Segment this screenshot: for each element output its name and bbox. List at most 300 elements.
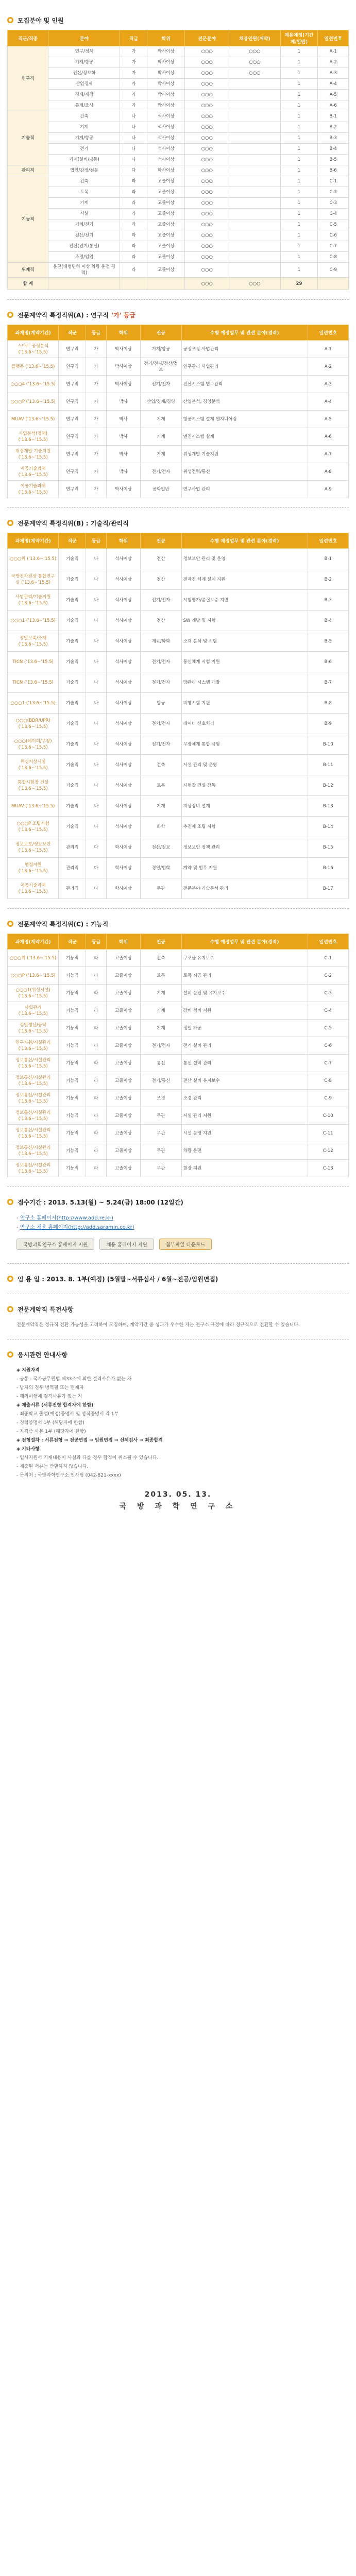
table-cell: 박사이상	[147, 79, 185, 90]
table-cell: ○○○	[185, 155, 229, 165]
table-cell: ○○○	[185, 111, 229, 122]
table-cell: 기계	[141, 985, 181, 1002]
table-cell: 학사이상	[106, 878, 140, 899]
table-cell: 무관	[141, 878, 181, 899]
table-cell: 가	[120, 79, 147, 90]
table-cell: ○○○1(위성시설) (’13.6~’15.5)	[8, 985, 59, 1002]
table-cell: 나	[86, 611, 107, 631]
table-cell: ○○○P 조립시험 (’13.6~’15.5)	[8, 817, 59, 837]
table-cell: 통신	[141, 1055, 181, 1072]
table-cell: 고졸이상	[147, 209, 185, 219]
table-cell: 나	[86, 734, 107, 755]
table-cell: 기능직	[59, 1020, 86, 1037]
table-row	[8, 176, 349, 187]
column-header: 수행 예정업무 및 관련 분야(경력)	[181, 325, 308, 341]
table-cell: 전산/정보	[141, 837, 181, 858]
table-cell: 기능직	[59, 967, 86, 985]
table-cell: ○○○	[185, 68, 229, 79]
table-row	[8, 155, 349, 165]
table-cell: ○○○위 (’13.6~’15.5)	[8, 549, 59, 569]
table-cell: C-2	[318, 187, 349, 198]
table-cell: 기능직	[59, 1037, 86, 1055]
table-cell: 석사이상	[147, 155, 185, 165]
table-cell: 기계	[141, 1002, 181, 1020]
table-cell: 박사	[106, 393, 140, 411]
table-cell: 석사이상	[106, 817, 140, 837]
table-cell: 라	[86, 1002, 107, 1020]
table-cell: 전산	[141, 549, 181, 569]
table-cell: ○○○	[185, 187, 229, 198]
table-cell: ○○○	[185, 90, 229, 100]
table-cell: 나	[86, 693, 107, 714]
table-row	[8, 1037, 349, 1055]
table-cell: ○○○	[185, 122, 229, 133]
table-cell: 위성전력/통신	[181, 463, 308, 481]
table-cell: 나	[120, 144, 147, 155]
table-cell	[48, 278, 120, 290]
organization-name: 국 방 과 학 연 구 소	[119, 1502, 237, 1511]
table-cell: 시설	[48, 209, 120, 219]
table-cell: 라	[120, 241, 147, 252]
table-cell: 합 계	[8, 278, 48, 290]
note-line: - 해외여행에 결격사유가 없는 자	[16, 1394, 82, 1399]
table-cell: B-2	[318, 122, 349, 133]
table-cell: 현장 지원	[181, 1160, 308, 1177]
table-row	[8, 219, 349, 230]
table-cell: 1	[280, 263, 318, 278]
table-cell: 나	[120, 133, 147, 144]
table-cell: 고졸이상	[106, 1055, 140, 1072]
table-cell: 토목	[141, 775, 181, 796]
table-header-row	[8, 30, 349, 46]
table-cell: B-1	[318, 111, 349, 122]
table-row	[8, 967, 349, 985]
table-cell: 기계/항공	[141, 341, 181, 358]
table-cell: 경영/법학	[141, 858, 181, 878]
table-cell	[318, 278, 349, 290]
table-cell: 박사이상	[106, 481, 140, 498]
table-cell: 기계	[141, 428, 181, 446]
table-cell: 기술직	[59, 611, 86, 631]
table-row	[8, 144, 349, 155]
table-cell: 석사이상	[106, 590, 140, 611]
table-cell: 스마트 공정분석 (’13.6~’15.5)	[8, 341, 59, 358]
table-row	[8, 463, 349, 481]
table-cell: 연구직	[8, 46, 48, 111]
table-cell: 관리직	[8, 165, 48, 176]
table-cell: 고졸이상	[147, 219, 185, 230]
table-cell: 학사이상	[106, 858, 140, 878]
table-cell: 기능직	[59, 1002, 86, 1020]
table-cell: 통신 설비 관리	[181, 1055, 308, 1072]
table-cell	[229, 241, 280, 252]
section-special-a: 전문계약직 특정직위(A) : 연구직 '가' 등급	[7, 309, 349, 320]
table-cell	[229, 176, 280, 187]
table-cell: 기술직	[59, 672, 86, 693]
table-cell: B-9	[308, 714, 348, 734]
table-cell: 박사이상	[106, 358, 140, 376]
table-row	[8, 446, 349, 463]
table-cell: 고졸이상	[106, 1072, 140, 1090]
column-header: 학위	[106, 325, 140, 341]
table-cell: ○○○	[229, 278, 280, 290]
table-row	[8, 165, 349, 176]
table-cell: 박사	[106, 463, 140, 481]
table-cell: B-17	[308, 878, 348, 899]
table-cell: 통신체계 시험 지원	[181, 652, 308, 672]
table-cell: 박사	[106, 411, 140, 428]
table-cell	[229, 230, 280, 241]
table-cell: 이공기술과제 (’13.6~’15.5)	[8, 481, 59, 498]
table-cell	[229, 144, 280, 155]
table-cell: 조경	[141, 1090, 181, 1107]
column-header: 전공	[141, 325, 181, 341]
table-cell: 고졸이상	[106, 1020, 140, 1037]
table-cell: C-6	[318, 230, 349, 241]
table-cell: ○○○	[185, 46, 229, 57]
table-cell: 공정조정 사업관리	[181, 341, 308, 358]
table-cell: 공학일반	[141, 481, 181, 498]
table-cell: 전기/전자	[141, 590, 181, 611]
table-cell: 가	[86, 446, 107, 463]
table-cell: C-3	[308, 985, 348, 1002]
table-cell: 가	[86, 463, 107, 481]
table-cell: 고졸이상	[147, 230, 185, 241]
table-cell: 사업관리/기술지원 (’13.6~’15.5)	[8, 590, 59, 611]
table-cell: 라	[86, 1090, 107, 1107]
table-cell: 고졸이상	[147, 241, 185, 252]
table-row	[8, 878, 349, 899]
total-row	[8, 278, 349, 290]
table-cell: A-7	[308, 446, 348, 463]
table-cell: 기능직	[59, 1142, 86, 1160]
column-header: 수행 예정업무 및 관련 분야(경력)	[181, 533, 308, 549]
table-cell: 석사이상	[106, 672, 140, 693]
table-row	[8, 263, 349, 278]
table-cell: 석사이상	[106, 611, 140, 631]
table-cell: 엔진시스템 설계	[181, 428, 308, 446]
table-cell: 고졸이상	[147, 176, 185, 187]
table-cell: 추진제 조립 시험	[181, 817, 308, 837]
column-header: 학위	[106, 533, 140, 549]
table-cell: 위성개발 기술지원	[181, 446, 308, 463]
table-cell: 고졸이상	[106, 1002, 140, 1020]
column-header: 직급	[120, 30, 147, 46]
table-row	[8, 209, 349, 219]
table-header-row	[8, 325, 349, 341]
table-cell: 시험장 건설 감독	[181, 775, 308, 796]
table-cell: 기계	[141, 1020, 181, 1037]
column-header: 일련번호	[318, 30, 349, 46]
table-cell: C-2	[308, 967, 348, 985]
table-cell: 1	[280, 219, 318, 230]
table-cell: 전기/전자	[141, 1037, 181, 1055]
table-row	[8, 46, 349, 57]
table-cell: C-9	[308, 1090, 348, 1107]
homepage-link[interactable]: 연구소 홈페이지(http://www.add.re.kr)	[20, 1215, 113, 1221]
table-cell: 고졸이상	[147, 198, 185, 209]
column-header: 일련번호	[308, 533, 348, 549]
table-cell: 라	[120, 176, 147, 187]
table-cell: 라	[120, 263, 147, 278]
table-cell: 라	[86, 1107, 107, 1125]
table-cell: A-1	[318, 46, 349, 57]
table-cell: ○○○	[185, 209, 229, 219]
table-row	[8, 1020, 349, 1037]
column-header: 전공	[141, 533, 181, 549]
column-header: 과제명(계약기간)	[8, 934, 59, 950]
table-cell: A-5	[318, 90, 349, 100]
table-cell: SW 개발 및 시험	[181, 611, 308, 631]
table-cell: B-11	[308, 755, 348, 775]
table-cell: 연구관리 사업관리	[181, 358, 308, 376]
table-cell: 토목	[141, 967, 181, 985]
table-cell: 기술직	[59, 796, 86, 817]
table-cell: 연구직	[59, 428, 86, 446]
table-cell: 학사이상	[147, 165, 185, 176]
table-row	[8, 1090, 349, 1107]
table-cell: ○○○1 (’13.6~’15.5)	[8, 611, 59, 631]
table-cell: C-4	[318, 209, 349, 219]
table-cell: 전기/전자	[141, 734, 181, 755]
table-cell: 기계/항공	[48, 57, 120, 68]
table-cell: 고졸이상	[106, 1160, 140, 1177]
table-cell: 시험평가/품질보증 지원	[181, 590, 308, 611]
table-cell: C-10	[308, 1107, 348, 1125]
table-cell: 조경 관리	[181, 1090, 308, 1107]
table-cell: 고졸이상	[147, 187, 185, 198]
table-cell: 연구직	[59, 358, 86, 376]
recruit-fields-table	[7, 30, 349, 290]
section-special-b: 전문계약직 특정직위(B) : 기술직/관리직	[7, 517, 349, 529]
table-cell: 산업분석, 경영분석	[181, 393, 308, 411]
note-line: ◈ 지원자격	[16, 1368, 40, 1373]
recruit-homepage-apply-button[interactable]: 채용 홈페이지 지원	[99, 1239, 154, 1250]
table-cell: 위성개발 기술지원 (’13.6~’15.5)	[8, 446, 59, 463]
table-cell: 화학	[141, 817, 181, 837]
column-header: 채용예정(기간제/일반)	[280, 30, 318, 46]
table-cell: 석사이상	[106, 693, 140, 714]
column-header: 직군	[59, 533, 86, 549]
table-cell: 재료/화학	[141, 631, 181, 652]
table-cell: 정보통신/시설관리 (’13.6~’15.5)	[8, 1142, 59, 1160]
table-cell: 석사이상	[106, 714, 140, 734]
note-line: - 제출된 서류는 반환하지 않습니다.	[16, 1464, 89, 1469]
table-cell: 기계/전기	[48, 219, 120, 230]
divider	[7, 299, 349, 300]
column-header: 등급	[86, 934, 107, 950]
table-cell: 라	[86, 1160, 107, 1177]
table-cell: C-13	[308, 1160, 348, 1177]
table-cell: 기계	[141, 411, 181, 428]
table-row	[8, 230, 349, 241]
table-cell: 전산/전기	[48, 230, 120, 241]
table-row	[8, 950, 349, 967]
column-header: 등급	[86, 325, 107, 341]
section-apply-period: 접수기간 : 2013. 5.13(월) ~ 5.24(금) 18:00 (12일간)	[7, 1196, 349, 1208]
attachment-download-button[interactable]: 첨부파일 다운로드	[159, 1239, 212, 1250]
table-cell	[229, 79, 280, 90]
table-cell: 다	[86, 878, 107, 899]
table-row	[8, 652, 349, 672]
table-cell: ○○○P (’13.6~’15.5)	[8, 967, 59, 985]
table-cell: 라	[86, 1072, 107, 1090]
column-header: 수행 예정업무 및 관련 분야(경력)	[181, 934, 308, 950]
table-cell: 전기 설비 관리	[181, 1037, 308, 1055]
table-cell: 토목 시공 관리	[181, 967, 308, 985]
table-cell: 전기/전자	[141, 463, 181, 481]
column-header: 일련번호	[308, 325, 348, 341]
table-cell: 1	[280, 230, 318, 241]
table-cell: 나	[86, 796, 107, 817]
table-cell: A-8	[308, 463, 348, 481]
table-cell: 기계	[141, 446, 181, 463]
table-cell: 라	[86, 1142, 107, 1160]
table-cell: 플랫폼 (’13.6~’15.5)	[8, 358, 59, 376]
bullet-icon	[7, 921, 13, 927]
benefit-text: 전문계약직은 정규직 전환 가능성을 고려하여 모집하며, 계약기간 중 성과가 우수한 자는 연구소 규정에 따라 정규직으로 전환할 수 있습니다.	[16, 1323, 300, 1328]
table-cell: 박사이상	[106, 341, 140, 358]
table-cell	[229, 155, 280, 165]
table-cell: 기능직	[59, 985, 86, 1002]
column-header: 일련번호	[308, 934, 348, 950]
table-cell: 정보보안 관리 및 운영	[181, 549, 308, 569]
table-cell: B-4	[308, 611, 348, 631]
table-cell: 석사이상	[106, 734, 140, 755]
table-cell: B-3	[308, 590, 348, 611]
table-cell: 기술직	[8, 111, 48, 165]
table-cell: 차량 운전	[181, 1142, 308, 1160]
table-cell: 기술직	[59, 652, 86, 672]
table-cell: 나	[120, 111, 147, 122]
table-cell: 라	[86, 950, 107, 967]
table-cell: 연구직	[59, 341, 86, 358]
table-row	[8, 68, 349, 79]
table-row	[8, 376, 349, 393]
table-row	[8, 79, 349, 90]
table-header-row	[8, 934, 349, 950]
table-cell: A-3	[318, 68, 349, 79]
table-row	[8, 198, 349, 209]
table-cell	[229, 187, 280, 198]
table-cell: 연구직	[59, 393, 86, 411]
table-cell: 1	[280, 165, 318, 176]
table-cell: 나	[86, 590, 107, 611]
table-cell: 가	[86, 341, 107, 358]
table-cell: B-3	[318, 133, 349, 144]
table-cell: C-8	[318, 252, 349, 263]
table-row	[8, 1107, 349, 1125]
apply-buttons	[7, 1234, 349, 1254]
table-cell: 다	[86, 837, 107, 858]
column-header: 과제명(계약기간)	[8, 325, 59, 341]
column-header: 분야	[48, 30, 120, 46]
table-cell: 가	[86, 411, 107, 428]
table-row	[8, 122, 349, 133]
table-cell: 통합시험장 건설 (’13.6~’15.5)	[8, 775, 59, 796]
table-row	[8, 133, 349, 144]
table-cell: ○○○(BDR/UPR) (’13.6~’15.5)	[8, 714, 59, 734]
column-header: 직군/직종	[8, 30, 48, 46]
table-cell: ○○○P (’13.6~’15.5)	[8, 393, 59, 411]
add-homepage-apply-button[interactable]: 국방과학연구소 홈페이지 지원	[16, 1239, 94, 1250]
table-cell	[229, 252, 280, 263]
special-c-table	[7, 934, 349, 1177]
table-cell: 시설 운영 지원	[181, 1125, 308, 1142]
table-cell: 기계	[48, 198, 120, 209]
note-line: ◈ 전형절차 : 서류전형 → 전공면접 → 임원면접 → 신체검사 → 최종합격	[16, 1438, 163, 1443]
bullet-icon	[7, 1276, 13, 1282]
section-appointment: 임 용 일 : 2013. 8. 1부(예정) (5월말~서류심사 / 6월~전공/임원면접)	[7, 1273, 349, 1284]
table-cell: 전기/전자	[141, 672, 181, 693]
table-cell	[120, 278, 147, 290]
table-row	[8, 111, 349, 122]
table-row	[8, 985, 349, 1002]
table-cell: C-9	[318, 263, 349, 278]
table-cell: 라	[120, 230, 147, 241]
table-cell: 연구직	[59, 481, 86, 498]
table-cell: 경제/재정	[48, 90, 120, 100]
table-cell: B-10	[308, 734, 348, 755]
table-cell: 사업분석(정책) (’13.6~’15.5)	[8, 428, 59, 446]
table-cell: 구조물 유지보수	[181, 950, 308, 967]
bullet-icon	[7, 1351, 13, 1358]
table-row	[8, 90, 349, 100]
table-cell: 라	[86, 985, 107, 1002]
table-cell: ○○○	[185, 133, 229, 144]
table-cell: 나	[86, 549, 107, 569]
table-cell: 석사이상	[106, 631, 140, 652]
table-cell: 조경/임업	[48, 252, 120, 263]
table-cell: A-4	[318, 79, 349, 90]
table-cell: 라	[86, 967, 107, 985]
table-cell: 가	[86, 481, 107, 498]
table-cell: 1	[280, 79, 318, 90]
table-cell: 국방전자전장 통합연구실 (’13.6~’15.5)	[8, 569, 59, 590]
table-cell: ○○○	[185, 100, 229, 111]
table-cell: 1	[280, 187, 318, 198]
recruit-homepage-link[interactable]: 연구소 채용 홈페이지(http://add.saramin.co.kr)	[20, 1225, 134, 1230]
table-cell: 나	[86, 631, 107, 652]
table-row	[8, 341, 349, 358]
table-row	[8, 837, 349, 858]
table-cell: C-5	[318, 219, 349, 230]
table-cell: A-2	[308, 358, 348, 376]
table-cell	[229, 90, 280, 100]
table-cell: C-7	[318, 241, 349, 252]
table-cell: 고졸이상	[106, 1090, 140, 1107]
table-cell: ○○○(레이더/무장) (’13.6~’15.5)	[8, 734, 59, 755]
table-cell: 레이더 신호처리	[181, 714, 308, 734]
table-cell: ○○○	[229, 57, 280, 68]
column-header: 전공	[141, 934, 181, 950]
table-cell: A-6	[308, 428, 348, 446]
note-line: - 문의처 : 국방과학연구소 인사팀 (042-821-xxxx)	[16, 1473, 121, 1478]
table-cell: ○○○	[185, 263, 229, 278]
table-row	[8, 775, 349, 796]
table-cell: 무관	[141, 1125, 181, 1142]
table-row	[8, 358, 349, 376]
note-line: - 공통 : 국가공무원법 제33조에 의한 결격사유가 없는 자	[16, 1377, 132, 1382]
table-cell: 가	[120, 57, 147, 68]
table-cell: 전기/통신	[141, 1072, 181, 1090]
divider	[7, 908, 349, 909]
table-cell: 석사이상	[106, 775, 140, 796]
table-cell: 29	[280, 278, 318, 290]
table-cell: 기술직	[59, 549, 86, 569]
table-cell: 고졸이상	[106, 1142, 140, 1160]
table-cell: 1	[280, 198, 318, 209]
